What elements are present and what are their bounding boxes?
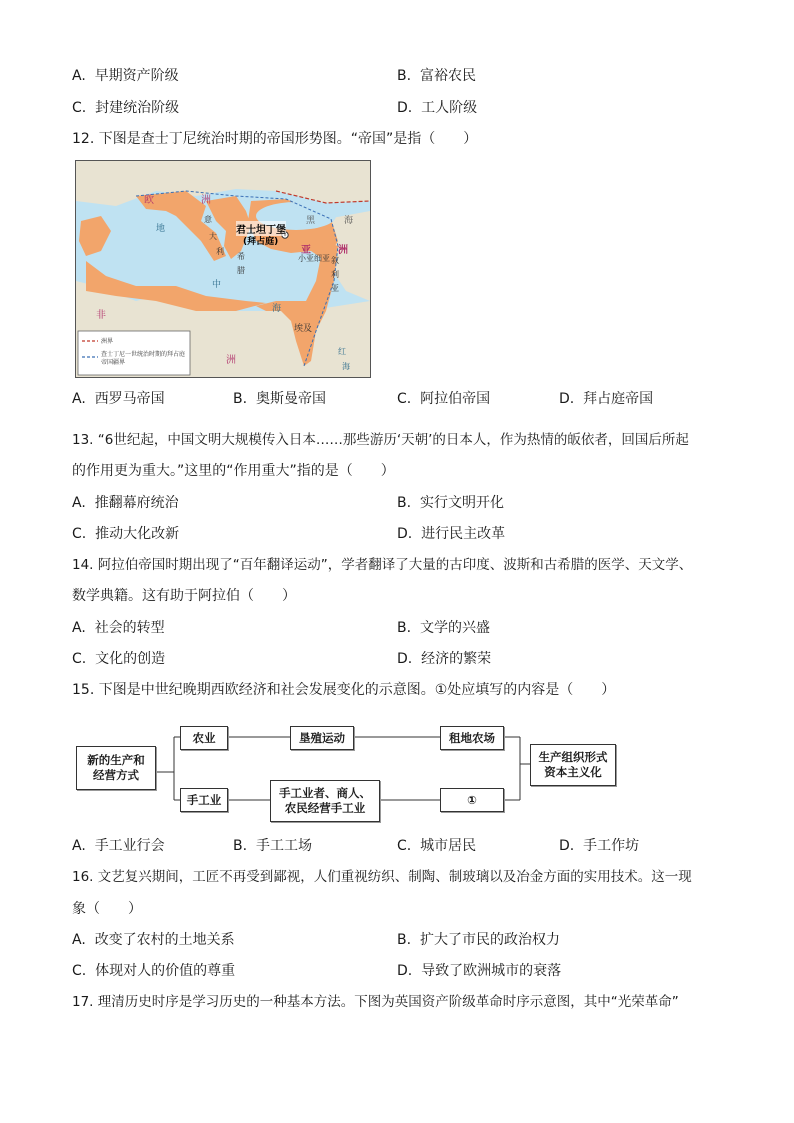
q15-stem: 15. 下图是中世纪晚期西欧经济和社会发展变化的示意图。①处应填写的内容是（ ） — [72, 682, 616, 698]
q14-stem-line1: 14. 阿拉伯帝国时期出现了“百年翻译运动”，学者翻译了大量的古印度、波斯和古希腊的医学、天文学、 — [72, 557, 693, 573]
q12-option-d[interactable]: D. 拜占庭帝国 — [559, 391, 654, 407]
map-label-red-sea-1: 红 — [338, 347, 346, 356]
q15-option-c[interactable]: C. 城市居民 — [397, 838, 477, 854]
map-legend-boundary: 洲界 — [101, 338, 114, 345]
map-label-asia-minor: 小亚细亚 — [298, 254, 330, 263]
map-label-africa-1: 非 — [96, 310, 106, 321]
map-label-syria-3: 亚 — [331, 284, 339, 293]
map-label-italy-3: 利 — [216, 247, 224, 256]
q12-option-b[interactable]: B. 奥斯曼帝国 — [233, 391, 326, 407]
map-label-italy-2: 大 — [209, 232, 217, 241]
flow-handicraft-box: 手工业 — [180, 788, 228, 812]
map-label-syria-2: 利 — [331, 270, 339, 279]
map-label-med-1: 地 — [156, 224, 166, 234]
map-label-europe: 欧 — [144, 195, 154, 206]
flow-tenant-farm-box: 租地农场 — [440, 726, 504, 750]
map-label-byzantium: (拜占庭) — [243, 237, 279, 247]
map-label-egypt: 埃及 — [294, 324, 313, 334]
q11-option-d[interactable]: D. 工人阶级 — [397, 100, 478, 116]
map-label-asia-2: 洲 — [338, 245, 348, 256]
q16-option-d[interactable]: D. 导致了欧洲城市的衰落 — [397, 963, 562, 979]
q14-option-b[interactable]: B. 文学的兴盛 — [397, 620, 490, 636]
q11-option-a[interactable]: A. 早期资产阶级 — [72, 68, 179, 84]
map-label-asia: 亚 — [301, 245, 311, 256]
flow-capitalism-box: 生产组织形式 资本主义化 — [530, 744, 616, 786]
q17-stem-line1: 17. 理清历史时序是学习历史的一种基本方法。下图为英国资产阶级革命时序示意图，其中“光荣革命” — [72, 994, 679, 1010]
q13-option-d[interactable]: D. 进行民主改革 — [397, 526, 506, 542]
map-label-italy-1: 意 — [204, 215, 212, 224]
q16-option-a[interactable]: A. 改变了农村的土地关系 — [72, 932, 235, 948]
q11-option-b[interactable]: B. 富裕农民 — [397, 68, 476, 84]
flow-new-production-box: 新的生产和 经营方式 — [76, 746, 156, 790]
q12-option-a[interactable]: A. 西罗马帝国 — [72, 391, 165, 407]
map-label-africa-2: 洲 — [226, 355, 236, 366]
economy-flow-diagram — [74, 722, 634, 822]
map-label-black-sea: 黑 — [306, 216, 316, 226]
map-label-greece-1: 希 — [237, 252, 245, 261]
q14-option-c[interactable]: C. 文化的创造 — [72, 651, 166, 667]
map-label-syria-1: 叙 — [331, 256, 339, 265]
q15-option-a[interactable]: A. 手工业行会 — [72, 838, 165, 854]
q13-stem-line1: 13. “6世纪起，中国文明大规模传入日本……那些游历‘天朝’的日本人，作为热情的皈依者，回国后所起 — [72, 432, 689, 448]
q14-stem-line2: 数学典籍。这有助于阿拉伯（ ） — [72, 588, 296, 604]
q12-option-c[interactable]: C. 阿拉伯帝国 — [397, 391, 491, 407]
byzantine-empire-map — [75, 160, 371, 378]
q16-stem-line2: 象（ ） — [72, 901, 142, 917]
q13-stem-line2: 的作用更为重大。”这里的“作用重大”指的是（ ） — [72, 463, 395, 479]
q13-option-b[interactable]: B. 实行文明开化 — [397, 495, 504, 511]
q13-option-c[interactable]: C. 推动大化改新 — [72, 526, 180, 542]
flow-reclamation-box: 垦殖运动 — [290, 726, 354, 750]
q12-stem: 12. 下图是查士丁尼统治时期的帝国形势图。“帝国”是指（ ） — [72, 131, 478, 147]
map-label-greece-2: 腊 — [237, 266, 245, 275]
q15-option-b[interactable]: B. 手工工场 — [233, 838, 312, 854]
q16-stem-line1: 16. 文艺复兴期间，工匠不再受到鄙视，人们重视纺织、制陶、制玻璃以及冶金方面的实用技术。这一现 — [72, 869, 692, 885]
flow-blank-box: ① — [440, 788, 504, 812]
q16-option-b[interactable]: B. 扩大了市民的政治权力 — [397, 932, 560, 948]
flow-craftsmen-box: 手工业者、商人、 农民经营手工业 — [270, 780, 380, 822]
q13-option-a[interactable]: A. 推翻幕府统治 — [72, 495, 179, 511]
q11-option-c[interactable]: C. 封建统治阶级 — [72, 100, 180, 116]
q16-option-c[interactable]: C. 体现对人的价值的尊重 — [72, 963, 236, 979]
map-legend-empire: 查士丁尼一世统治时期的拜占庭帝国疆界 — [101, 351, 186, 366]
map-label-red-sea-2: 海 — [342, 362, 350, 371]
map-label-constantinople: 君士坦丁堡 — [236, 221, 286, 236]
q14-option-a[interactable]: A. 社会的转型 — [72, 620, 165, 636]
map-label-europe-2: 洲 — [201, 195, 211, 206]
map-label-black-sea-2: 海 — [344, 216, 354, 226]
q14-option-d[interactable]: D. 经济的繁荣 — [397, 651, 492, 667]
map-label-med-3: 海 — [272, 304, 282, 314]
map-label-med-2: 中 — [212, 280, 222, 290]
flow-agriculture-box: 农业 — [180, 726, 228, 750]
q15-option-d[interactable]: D. 手工作坊 — [559, 838, 640, 854]
